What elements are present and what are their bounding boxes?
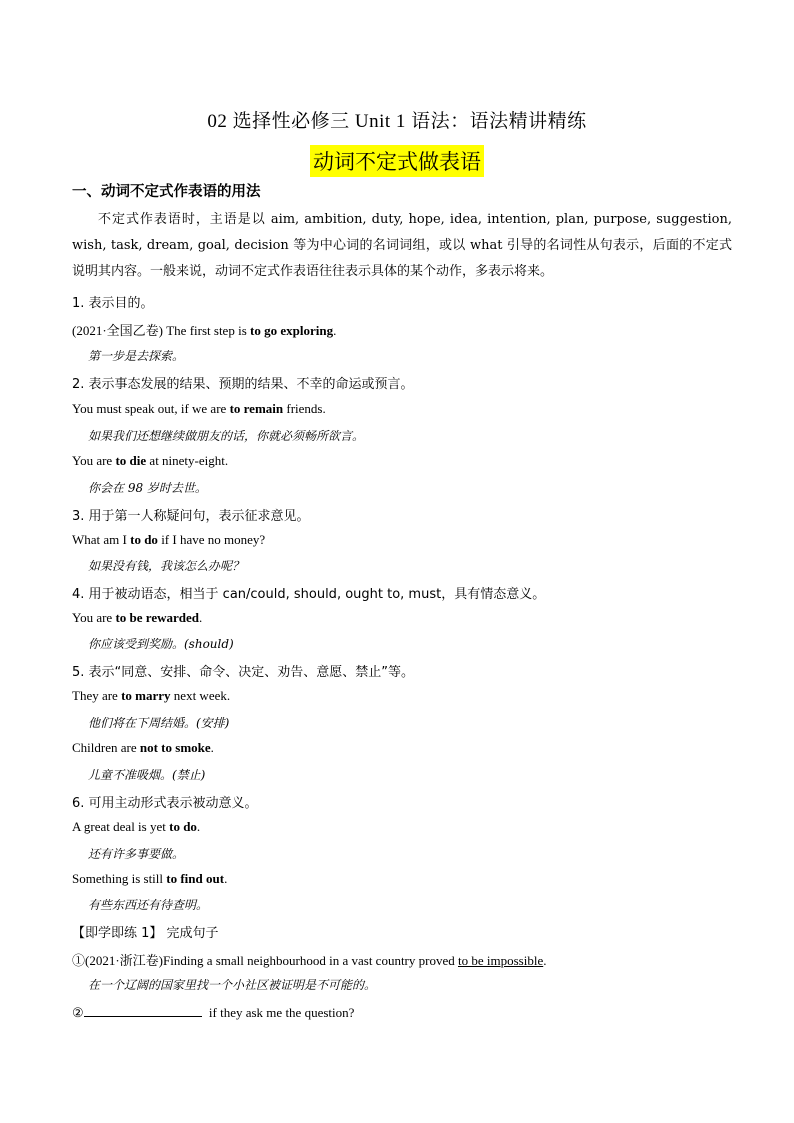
example-text: Children are — [72, 740, 140, 755]
example-text: . — [199, 610, 203, 625]
answer-blank[interactable] — [84, 1004, 202, 1017]
subtitle-wrap — [0, 145, 794, 177]
example-text: . — [224, 871, 228, 886]
practice-question-2 — [72, 1004, 354, 1021]
example-text: (2021·全国乙卷) The first step is — [72, 323, 251, 338]
example-key-phrase: to be rewarded — [115, 610, 199, 625]
example-sentence — [72, 740, 214, 756]
example-sentence — [72, 320, 336, 339]
example-text: You are — [72, 610, 116, 625]
example-translation: 他们将在下周结婚。(安排) — [88, 716, 230, 730]
example-sentence — [72, 688, 230, 704]
example-sentence — [72, 401, 326, 417]
example-sentence — [72, 453, 228, 469]
example-text: . — [210, 740, 214, 755]
example-translation: 如果我们还想继续做朋友的话，你就必须畅所欲言。 — [88, 429, 365, 443]
item-heading-1: 1. 表示目的。 — [72, 296, 154, 311]
item-heading-2: 2. 表示事态发展的结果、预期的结果、不幸的命运或预言。 — [72, 377, 414, 392]
example-translation: 第一步是去探索。 — [88, 349, 185, 363]
item-heading-4: 4. 用于被动语态，相当于 can/could, should, ought to, must，具有情态意义。 — [72, 587, 546, 602]
example-text: Something is still — [72, 871, 167, 886]
question-number: ② — [72, 1005, 84, 1020]
example-translation: 你会在 98 岁时去世。 — [88, 481, 207, 495]
example-text: They are — [72, 688, 122, 703]
example-text: A great deal is yet — [72, 819, 170, 834]
example-text: if I have no money? — [157, 532, 266, 547]
example-text: What am I — [72, 532, 131, 547]
question-text: (2021·浙江卷)Finding a small neighbourhood in a vast country proved — [85, 953, 458, 968]
example-key-phrase: to do — [130, 532, 158, 547]
intro-paragraph: 不定式作表语时，主语是以 aim, ambition, duty, hope, idea, intention, plan, purpose, suggestion, wish, task, dream, goal, decision 等为中心词的名词词组，或以 what 引导的名词性从句表示，后面的不定式说明其内容。一般来说，动词不定式作表语往往表示具体的某个动作，多表示将来。 — [72, 212, 732, 279]
example-sentence — [72, 532, 265, 548]
example-text: . — [333, 323, 337, 338]
example-key-phrase: to go exploring — [250, 323, 334, 338]
question-translation: 在一个辽阔的国家里找一个小社区被证明是不可能的。 — [88, 978, 377, 992]
example-text: You must speak out, if we are — [72, 401, 230, 416]
page-subtitle-highlighted: 动词不定式做表语 — [310, 145, 484, 177]
example-sentence — [72, 610, 202, 626]
example-key-phrase: not to smoke — [139, 740, 211, 755]
example-translation: 如果没有钱，我该怎么办呢？ — [88, 559, 245, 573]
example-key-phrase: to remain — [229, 401, 284, 416]
example-text: at ninety-eight. — [146, 453, 229, 468]
question-number: ① — [72, 953, 86, 968]
item-heading-5: 5. 表示“同意、安排、命令、决定、劝告、意愿、禁止”等。 — [72, 665, 415, 680]
page-title: 02 选择性必修三 Unit 1 语法：语法精讲精练 — [207, 111, 587, 132]
example-key-phrase: to find out — [166, 871, 225, 886]
item-heading-6: 6. 可用主动形式表示被动意义。 — [72, 796, 258, 811]
example-text: friends. — [283, 401, 326, 416]
example-key-phrase: to do — [169, 819, 197, 834]
example-translation: 儿童不准吸烟。(禁止) — [88, 768, 206, 782]
example-key-phrase: to marry — [121, 688, 171, 703]
example-sentence — [72, 871, 227, 887]
example-key-phrase: to die — [115, 453, 147, 468]
practice-heading: 【即学即练 1】 完成句子 — [72, 926, 219, 941]
answer-underlined: to be impossible — [458, 953, 544, 968]
practice-question-1 — [72, 950, 546, 969]
item-heading-3: 3. 用于第一人称疑问句，表示征求意见。 — [72, 509, 310, 524]
example-translation: 有些东西还有待查明。 — [88, 898, 209, 912]
example-translation: 还有许多事要做。 — [88, 847, 185, 861]
example-text: You are — [72, 453, 116, 468]
question-text: if they ask me the question? — [205, 1005, 355, 1020]
example-sentence — [72, 819, 200, 835]
section-heading: 一、动词不定式作表语的用法 — [72, 184, 261, 200]
question-text: . — [543, 953, 547, 968]
example-text: next week. — [170, 688, 231, 703]
example-text: . — [196, 819, 201, 834]
example-translation: 你应该受到奖励。(should) — [88, 637, 234, 651]
